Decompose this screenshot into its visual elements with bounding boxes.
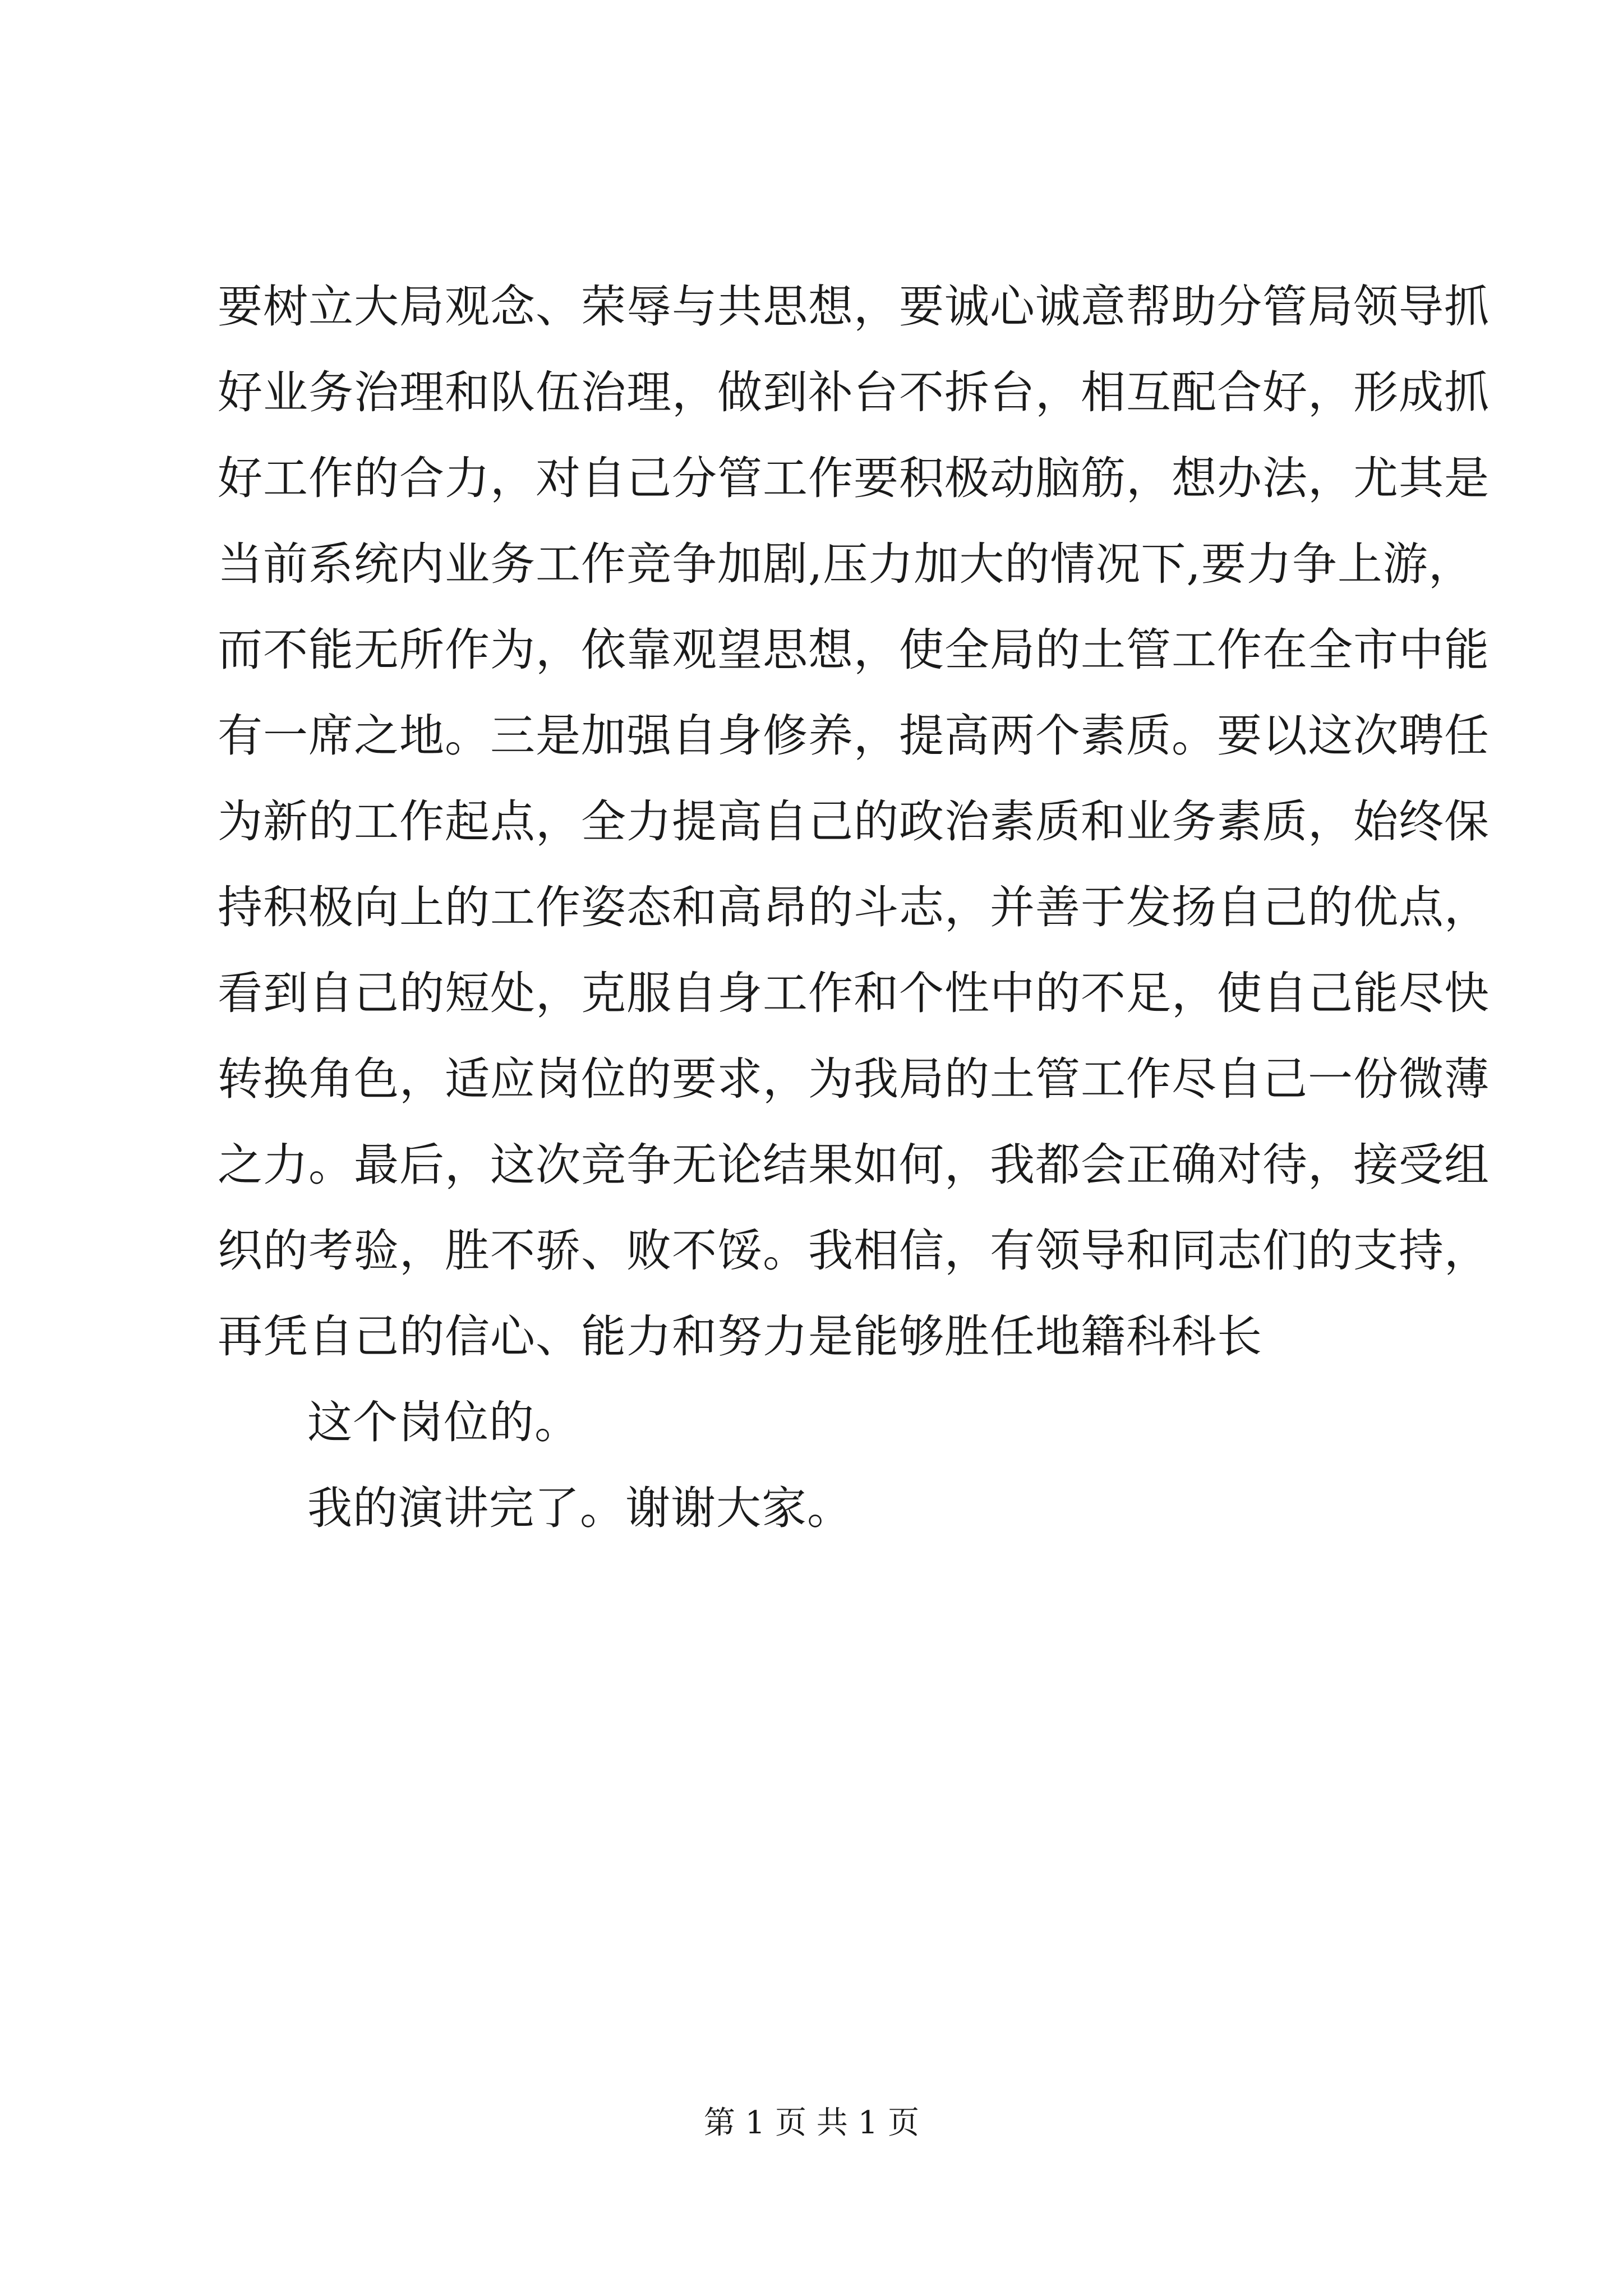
page-number-label: 第 1 页 共 1 页 bbox=[703, 2105, 920, 2141]
speech-body bbox=[218, 264, 1490, 1551]
text-line: 织的考验，胜不骄、败不馁。我相信，有领导和同志们的支持， bbox=[218, 1225, 1490, 1277]
text-line: 再凭自己的信心、能力和努力是能够胜任地籍科科长 bbox=[218, 1310, 1262, 1363]
text-line: 持积极向上的工作姿态和高昂的斗志，并善于发扬自己的优点， bbox=[218, 881, 1490, 933]
text-line: 好工作的合力，对自己分管工作要积极动脑筋，想办法，尤其是 bbox=[218, 452, 1490, 504]
text-line: 看到自己的短处，克服自身工作和个性中的不足，使自己能尽快 bbox=[218, 967, 1490, 1019]
closing-line: 这个岗位的。 bbox=[307, 1396, 580, 1448]
text-line: 当前系统内业务工作竞争加剧,压力加大的情况下,要力争上游， bbox=[218, 538, 1474, 590]
closing-line: 我的演讲完了。谢谢大家。 bbox=[307, 1482, 852, 1534]
text-line: 要树立大局观念、荣辱与共思想，要诚心诚意帮助分管局领导抓 bbox=[218, 280, 1490, 333]
page-footer bbox=[0, 2098, 1623, 2143]
text-line: 好业务治理和队伍治理，做到补台不拆台，相互配合好，形成抓 bbox=[218, 366, 1490, 418]
text-line: 为新的工作起点，全力提高自己的政治素质和业务素质，始终保 bbox=[218, 795, 1490, 848]
text-line: 之力。最后，这次竞争无论结果如何，我都会正确对待，接受组 bbox=[218, 1139, 1490, 1191]
text-line: 而不能无所作为，依靠观望思想，使全局的土管工作在全市中能 bbox=[218, 624, 1490, 676]
text-line: 转换角色，适应岗位的要求，为我局的土管工作尽自己一份微薄 bbox=[218, 1053, 1490, 1105]
text-line: 有一席之地。三是加强自身修养，提高两个素质。要以这次聘任 bbox=[218, 710, 1490, 762]
